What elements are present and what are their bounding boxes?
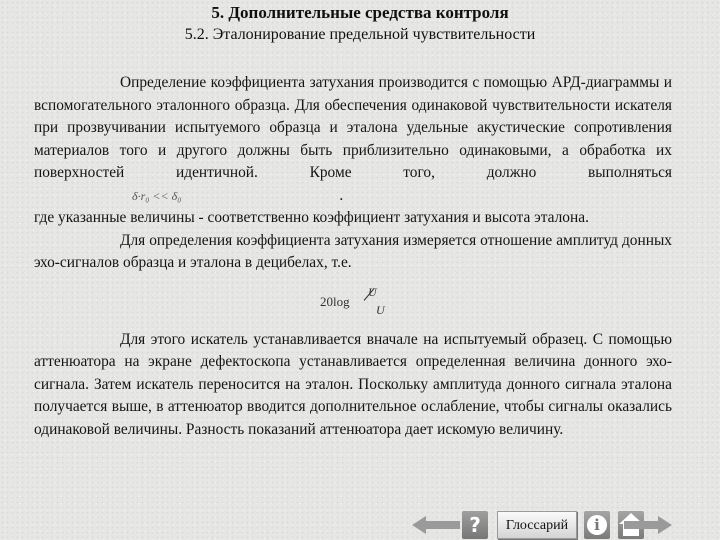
page-title: 5. Дополнительные средства контроля	[211, 3, 509, 22]
glossary-button[interactable]: Глоссарий	[497, 511, 577, 539]
attenuation-condition-formula: δ·r₀ << δ₀	[132, 188, 182, 203]
arrow-left-icon[interactable]	[412, 516, 426, 534]
formula-coefficient: 20log	[320, 293, 350, 309]
info-button[interactable]	[584, 511, 610, 539]
help-button[interactable]: ?	[462, 511, 488, 539]
paragraph-1-text: Определение коэффициента затухания производится с помощью АРД-диаграммы и вспомогательного эталонного образца. Для обеспечения одинаковой чувствительности искателя при прозвучивании испытуемого образца и эталона удельные акустические сопротивления материалов того и другого должны быть приблизительно одинаковыми, а обработка их поверхностей идентичной. Кроме того, должно выполняться	[34, 74, 672, 181]
paragraph-2: где указанные величины - соответственно коэффициент затухания и высота эталона.	[34, 209, 589, 226]
info-icon: i	[587, 515, 607, 535]
paragraph-1-end: .	[339, 186, 344, 204]
paragraph-3: Для определения коэффициента затухания измеряется отношение амплитуд донных эхо-сигналов образца и эталона в децибелах, т.е.	[34, 231, 672, 271]
formula-numerator: U	[368, 284, 377, 299]
navigation-toolbar	[0, 508, 720, 540]
decibel-ratio-formula	[320, 281, 672, 321]
paragraph-4: Для этого искатель устанавливается вначале на испытуемый образец. С помощью аттенюатора на экране дефектоскопа устанавливается определенная величина донного эхо-сигнала. Затем искатель переносится на эталон. Поскольку амплитуда донного сигнала эталона получается выше, в аттенюатор вводится дополнительное ослабление, чтобы сигналы оказались одинаковой величины. Разность показаний аттенюатора дает искомую величину.	[34, 330, 672, 438]
arrow-right-icon[interactable]	[658, 516, 672, 534]
main-content	[34, 72, 672, 441]
section-subtitle: 5.2. Эталонирование предельной чувствительности	[184, 26, 536, 43]
paragraph-1	[34, 72, 672, 207]
formula-denominator: U	[376, 302, 385, 317]
